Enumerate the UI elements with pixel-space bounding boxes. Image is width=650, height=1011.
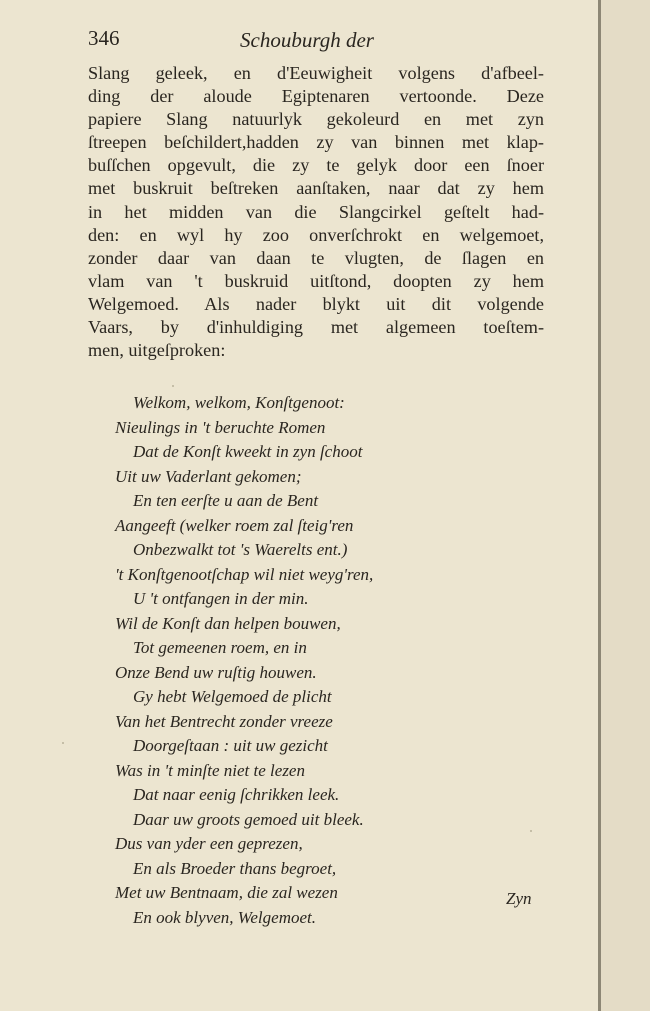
poem-line: Doorgeſtaan : uit uw gezicht bbox=[133, 736, 328, 755]
prose-line: den: en wyl hy zoo onverſchrokt en welgemoet, bbox=[88, 224, 544, 245]
poem-line: Nieulings in 't beruchte Romen bbox=[115, 417, 326, 437]
prose-line: vlam van 't buskruid uitſtond, doopten zy hem bbox=[88, 270, 544, 291]
poem-line: Tot gemeenen roem, en in bbox=[133, 638, 307, 657]
prose-line: buſſchen opgevult, die zy te gelyk door een ſnoer bbox=[88, 155, 544, 176]
adjacent-page-edge bbox=[601, 0, 650, 1011]
prose-line: zonder daar van daan te vlugten, de ſlagen en bbox=[88, 247, 544, 268]
poem-line: U 't ontfangen in der min. bbox=[133, 589, 309, 608]
prose-line: ſtreepen beſchildert,hadden zy van binnen met klap- bbox=[88, 132, 544, 153]
prose-line: Vaars, by d'inhuldiging met algemeen toeſtem- bbox=[88, 317, 544, 338]
prose-line: papiere Slang natuurlyk gekoleurd en met zyn bbox=[88, 109, 544, 130]
poem-line: 't Konſtgenootſchap wil niet weyg'ren, bbox=[115, 564, 374, 584]
poem-line: Met uw Bentnaam, die zal wezen bbox=[115, 883, 338, 902]
poem-line: Daar uw groots gemoed uit bleek. bbox=[133, 809, 364, 829]
poem-line: Uit uw Vaderlant gekomen; bbox=[115, 466, 302, 486]
poem-line: Van het Bentrecht zonder vreeze bbox=[115, 711, 333, 731]
prose-line: men, uitgeſproken: bbox=[88, 340, 226, 361]
prose-line: Welgemoed. Als nader blykt uit dit volgende bbox=[88, 293, 544, 314]
prose-line: ding der aloude Egiptenaren vertoonde. Deze bbox=[88, 86, 544, 107]
catchword: Zyn bbox=[506, 889, 532, 908]
prose-line: met buskruit beſtreken aanſtaken, naar dat zy hem bbox=[88, 178, 544, 199]
paper-speck bbox=[530, 830, 532, 832]
running-title: Schouburgh der bbox=[240, 28, 374, 52]
poem-line: Dat naar eenig ſchrikken leek. bbox=[133, 785, 340, 804]
poem-line: Welkom, welkom, Konſtgenoot: bbox=[133, 393, 345, 412]
poem-line: Onbezwalkt tot 's Waerelts ent.) bbox=[133, 540, 348, 559]
page-header bbox=[88, 26, 548, 52]
poem-line: Was in 't minſte niet te lezen bbox=[115, 760, 305, 780]
poem-line: Aangeeft (welker roem zal ſteig'ren bbox=[115, 515, 354, 535]
prose-line: Slang geleek, en d'Eeuwigheit volgens d'afbeel- bbox=[88, 63, 544, 83]
poem-line: Dus van yder een geprezen, bbox=[115, 834, 303, 853]
paper-speck bbox=[172, 385, 174, 387]
prose-line: in het midden van die Slangcirkel geſtelt had- bbox=[88, 201, 544, 222]
poem-line: Onze Bend uw ruſtig houwen. bbox=[115, 662, 317, 682]
poem-line: En als Broeder thans begroet, bbox=[133, 858, 337, 878]
page-number: 346 bbox=[88, 26, 120, 50]
prose-paragraph bbox=[88, 62, 544, 362]
poem-line: Gy hebt Welgemoed de plicht bbox=[133, 687, 332, 706]
paper-speck bbox=[62, 742, 64, 744]
poem-line: En ook blyven, Welgemoet. bbox=[133, 907, 316, 927]
poem-line: Wil de Konſt dan helpen bouwen, bbox=[115, 613, 341, 633]
poem-line: En ten eerſte u aan de Bent bbox=[133, 491, 319, 510]
poem-line: Dat de Konſt kweekt in zyn ſchoot bbox=[133, 442, 363, 461]
